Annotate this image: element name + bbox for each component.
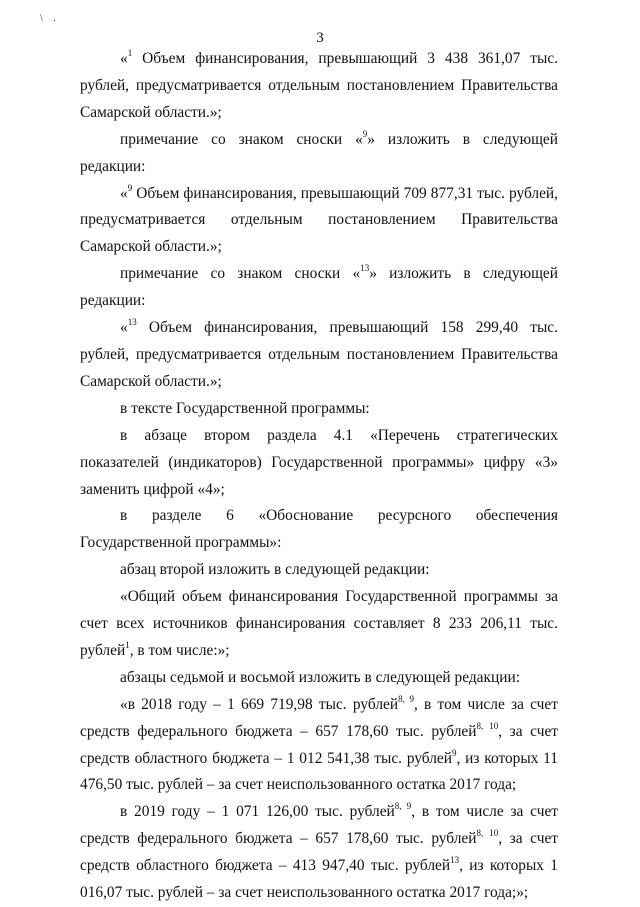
- footnote-marker: 8, 9: [398, 693, 414, 704]
- scan-specks: \ .: [40, 13, 60, 24]
- footnote-marker: 13: [450, 855, 460, 866]
- paragraph: [80, 503, 558, 557]
- footnote-marker: 8, 10: [476, 720, 499, 731]
- paragraph-text: , из которых 1 016,07 тыс. рублей – за счет неиспользованного остатка 2017 года;»;: [80, 857, 558, 902]
- document-body: [80, 46, 558, 907]
- paragraph-text: в 2019 году – 1 071 126,00 тыс. рублей: [120, 803, 395, 821]
- paragraph-text: примечание со знаком сноски «: [120, 130, 363, 148]
- paragraph-text: «Общий объем финансирования Государственной программы за счет всех источников финансирования составляет 8 233 206,11 тыс. рублей: [80, 588, 558, 659]
- footnote-marker: 9: [127, 182, 133, 193]
- paragraph-text: , из которых 11 476,50 тыс. рублей – за счет неиспользованного остатка 2017 года;: [80, 749, 559, 794]
- paragraph-text: «в 2018 году – 1 669 719,98 тыс. рублей: [120, 695, 399, 713]
- paragraph-text: в тексте Государственной программы:: [120, 399, 370, 417]
- paragraph-text: Объем финансирования, превышающий 3 438 361,07 тыс. рублей, предусматривается отдельным постановлением Правительства Самарской области.»;: [80, 50, 558, 121]
- paragraph: [80, 127, 558, 181]
- footnote-marker: 1: [125, 639, 130, 650]
- paragraph-text: Объем финансирования, превышающий 709 877,31 тыс. рублей, предусматривается отдельным постановлением Правительства Самарской области.»;: [80, 184, 558, 256]
- footnote-marker: 9: [362, 128, 368, 139]
- paragraph-text: , в том числе:»;: [129, 641, 230, 659]
- paragraph-text: » изложить в следующей редакции:: [80, 130, 558, 175]
- paragraph: [80, 584, 558, 665]
- paragraph-text: «: [120, 319, 128, 337]
- paragraph: [80, 557, 558, 584]
- footnote-marker: 13: [360, 263, 370, 274]
- page-number: 3: [316, 30, 324, 46]
- paragraph-text: примечание со знаком сноски «: [120, 265, 361, 283]
- paragraph-text: , в том числе за счет средств федерального бюджета – 657 178,60 тыс. рублей: [80, 803, 559, 848]
- footnote-marker: 1: [127, 48, 133, 58]
- paragraph-text: , в том числе за счет средств федерального бюджета – 657 178,60 тыс. рублей: [80, 695, 558, 740]
- paragraph: [80, 181, 558, 262]
- paragraph: [80, 665, 558, 692]
- paragraph-text: » изложить в следующей редакции:: [80, 265, 558, 310]
- paragraph: [80, 799, 558, 907]
- paragraph-text: , за счет средств областного бюджета – 1 012 541,38 тыс. рублей: [80, 722, 558, 767]
- paragraph-text: в абзаце втором раздела 4.1 «Перечень стратегических показателей (индикаторов) Государственной программы» цифру «3» заменить цифрой «4»;: [80, 426, 558, 498]
- paragraph: [80, 315, 558, 396]
- paragraph-text: абзац второй изложить в следующей редакции:: [120, 561, 430, 579]
- footnote-marker: 13: [127, 317, 137, 328]
- paragraph-text: , за счет средств областного бюджета – 413 947,40 тыс. рублей: [80, 830, 558, 875]
- footnote-marker: 8, 10: [476, 828, 499, 839]
- paragraph-text: «: [120, 50, 128, 67]
- paragraph-text: Объем финансирования, превышающий 158 299,40 тыс. рублей, предусматривается отдельным постановлением Правительства Самарской области.»;: [80, 319, 558, 390]
- paragraph: [80, 423, 558, 504]
- paragraph: [80, 692, 558, 800]
- footnote-marker: 9: [452, 747, 457, 758]
- paragraph: [80, 261, 558, 315]
- paragraph: [80, 396, 558, 423]
- paragraph-text: в разделе 6 «Обоснование ресурсного обеспечения Государственной программы»:: [80, 507, 558, 552]
- paragraph: [80, 46, 558, 127]
- paragraph-text: «: [120, 184, 128, 202]
- footnote-marker: 8, 9: [394, 801, 412, 812]
- paragraph-text: абзацы седьмой и восьмой изложить в следующей редакции:: [120, 668, 520, 686]
